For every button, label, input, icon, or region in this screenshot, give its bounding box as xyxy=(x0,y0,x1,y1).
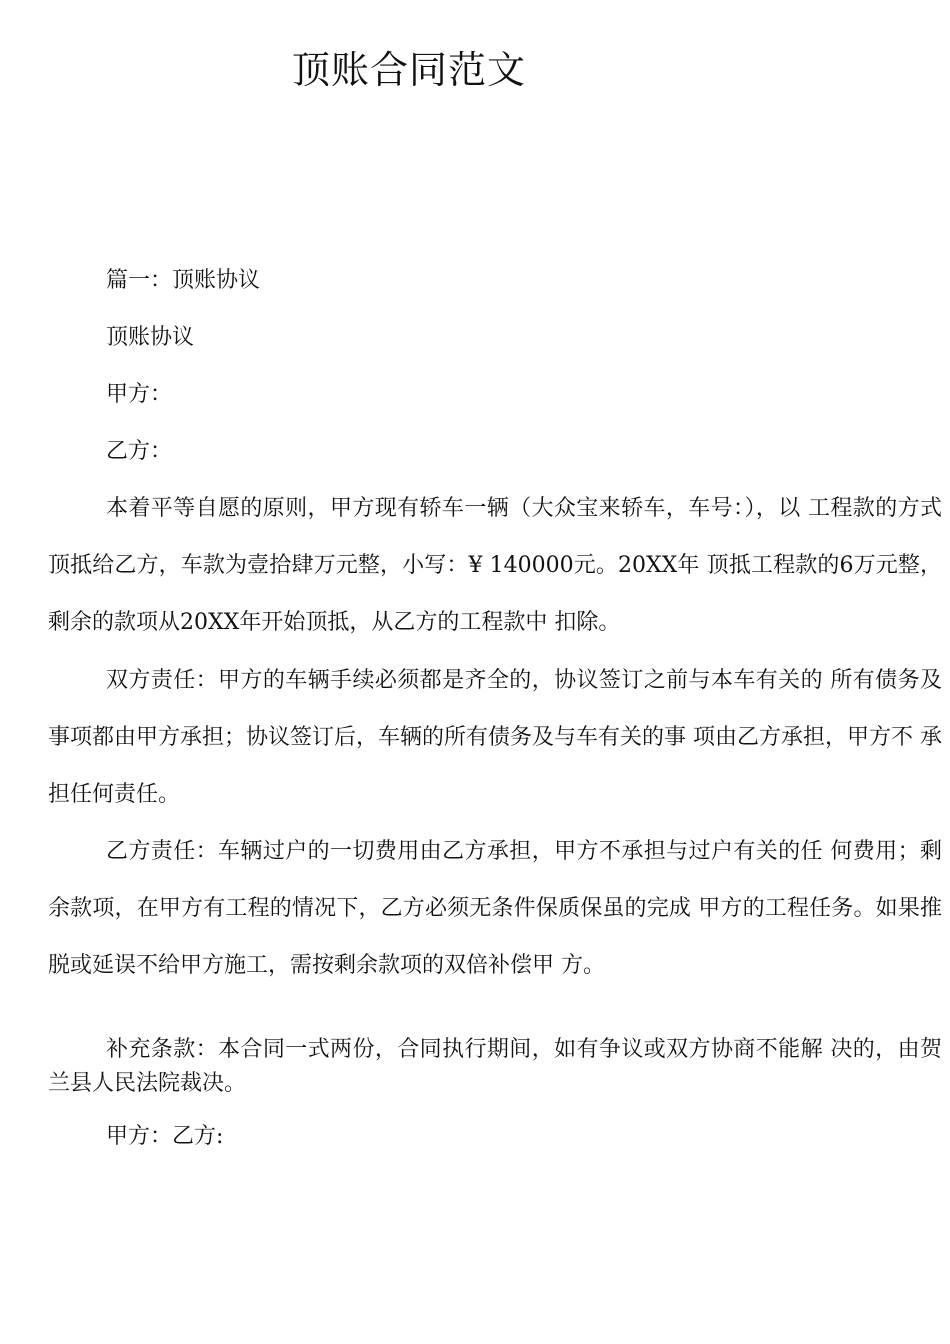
party-a-label: 甲方： xyxy=(106,382,173,407)
agreement-title: 顶账协议 xyxy=(106,325,195,350)
paragraph-supplementary: 补充条款：本合同一式两份，合同执行期间，如有争议或双方协商不能解 决的，由贺兰县人民法院裁决。 xyxy=(48,1037,942,1096)
paragraph-party-b-duty: 乙方责任：车辆过户的一切费用由乙方承担，甲方不承担与过户有关的任 何费用；剩余款项，在甲方有工程的情况下，乙方必须无条件保质保虽的完成 甲方的工程任务。如果推脱或延误不给甲方施工，需按剩余款项的双倍补偿甲 方。 xyxy=(48,839,942,978)
document-title: 顶账合同范文 xyxy=(292,48,527,92)
section-heading: 篇一：顶账协议 xyxy=(106,268,261,293)
paragraph-terms: 本着平等自愿的原则，甲方现有轿车一辆（大众宝来轿车，车号：），以 工程款的方式顶抵给乙方，车款为壹拾肆万元整，小写：¥ 140000元。20XX年 顶抵工程款的6万元整，剩余的款项从20XX年开始顶抵，从乙方的工程款中 扣除。 xyxy=(48,496,942,635)
signature-line: 甲方：乙方: xyxy=(106,1124,224,1149)
paragraph-party-a-duty: 双方责任：甲方的车辆手续必须都是齐全的，协议签订之前与本车有关的 所有债务及事项都由甲方承担；协议签订后，车辆的所有债务及与车有关的事 项由乙方承担，甲方不 承担任何责任。 xyxy=(48,668,942,807)
party-b-label: 乙方： xyxy=(106,439,173,464)
